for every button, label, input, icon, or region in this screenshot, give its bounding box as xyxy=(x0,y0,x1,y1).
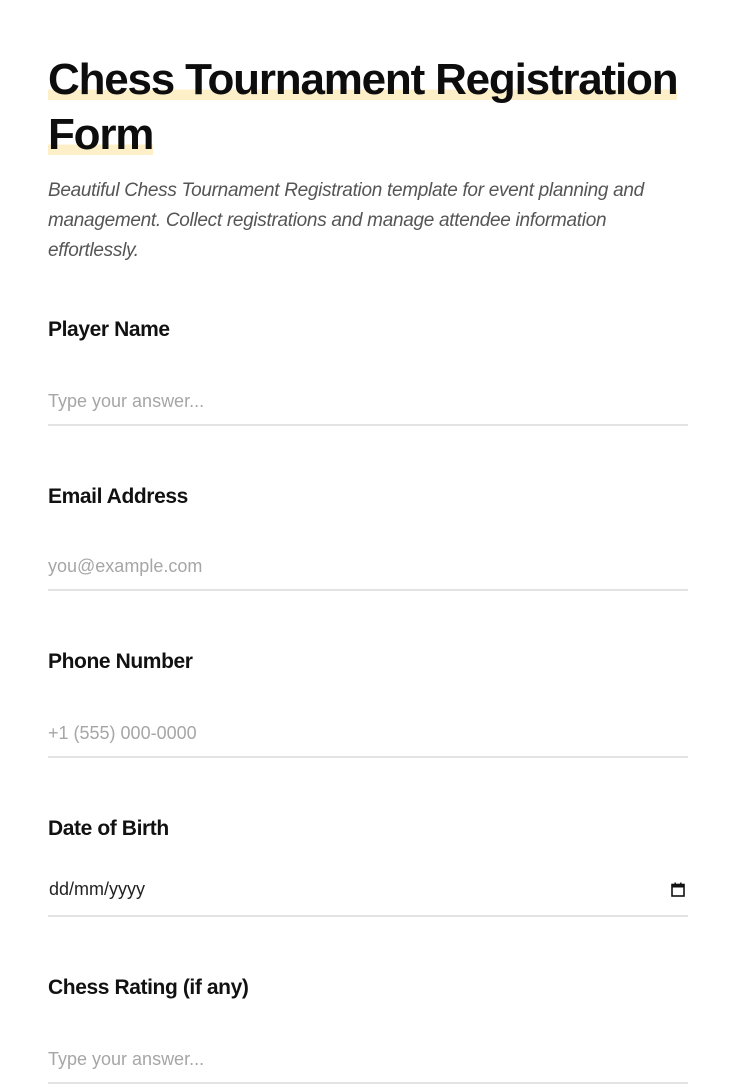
phone-input[interactable] xyxy=(48,710,688,758)
field-phone xyxy=(48,648,688,758)
calendar-icon[interactable] xyxy=(671,882,685,897)
field-label: Chess Rating (if any) xyxy=(48,976,249,999)
field-label: Email Address xyxy=(48,485,188,508)
field-label: Player Name xyxy=(48,318,170,341)
field-label: Phone Number xyxy=(48,650,193,673)
form-description: Beautiful Chess Tournament Registration template for event planning and management. Collect registrations and manage attendee information effortlessly. xyxy=(48,180,644,261)
page-title xyxy=(48,52,688,162)
field-chess-rating xyxy=(48,974,688,1084)
player-name-input[interactable] xyxy=(48,378,688,426)
field-date-of-birth xyxy=(48,815,688,917)
date-placeholder: dd/mm/yyyy xyxy=(49,879,146,899)
email-input[interactable] xyxy=(48,543,688,591)
field-player-name xyxy=(48,316,688,426)
title-line-1: Chess Tournament Registration xyxy=(48,55,678,104)
field-email xyxy=(48,483,688,591)
field-label: Date of Birth xyxy=(48,817,169,840)
date-of-birth-input[interactable] xyxy=(48,869,688,917)
title-line-2: Form xyxy=(48,110,154,159)
chess-rating-input[interactable] xyxy=(48,1036,688,1084)
